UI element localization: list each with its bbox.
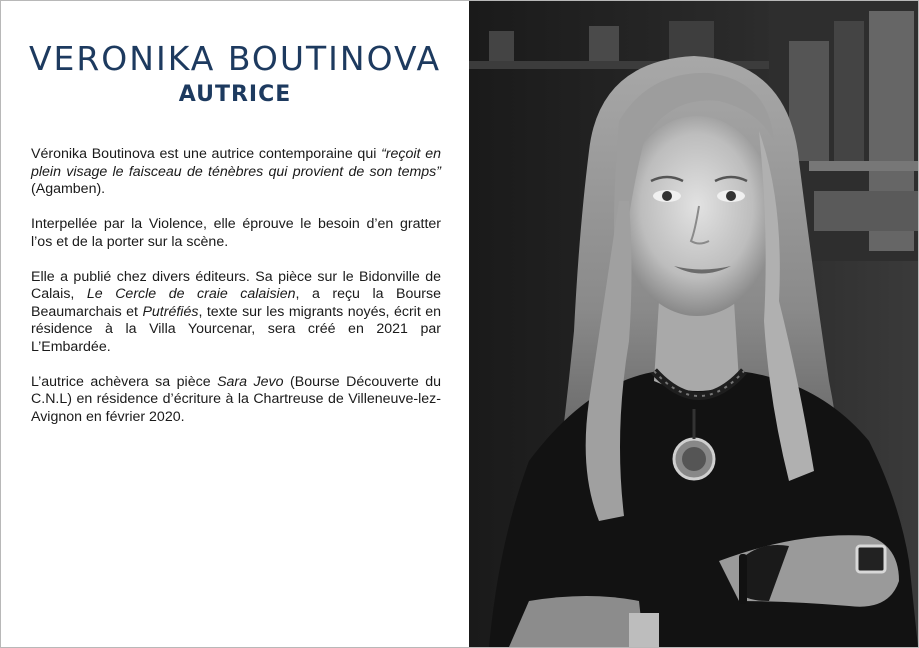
work-title: Putréfiés <box>142 303 199 320</box>
bio-text: (Bourse Découverte du C.N.L) en résidence d’écriture à la Chartreuse de Villeneuve-lez-Avignon en février 2020. <box>31 373 441 425</box>
bio-paragraph-3 <box>31 269 441 357</box>
author-role: AUTRICE <box>178 82 292 107</box>
bio-paragraph-4 <box>31 374 441 427</box>
bio-paragraph-2: Interpellée par la Violence, elle éprouve le besoin d’en gratter l’os et de la porter sur la scène. <box>31 216 441 250</box>
bio-text: Elle a publié chez divers éditeurs. Sa pièce sur le Bidonville de Calais, <box>31 268 441 302</box>
work-title: Sara Jevo <box>217 373 284 390</box>
author-name: VERONIKA BOUTINOVA <box>28 39 442 78</box>
portrait-illustration <box>469 1 918 647</box>
text-column <box>1 1 469 647</box>
biography-text <box>31 146 441 444</box>
bio-text: , a reçu la Bourse Beaumarchais et <box>31 286 441 320</box>
bio-text: Véronika Boutinova est une autrice contemporaine qui <box>31 146 382 162</box>
bio-text: L’autrice achèvera sa pièce <box>31 373 218 390</box>
bio-text: , texte sur les migrants noyés, écrit en résidence à la Villa Yourcenar, sera créé en 2021 par L’Embardée. <box>31 303 441 355</box>
bio-text: (Agamben). <box>31 181 106 197</box>
agamben-quote: “reçoit en plein visage le faisceau de ténèbres qui provient de son temps” <box>31 146 441 180</box>
work-title: Le Cercle de craie calaisien <box>86 286 296 302</box>
bio-paragraph-1 <box>31 146 441 199</box>
author-portrait-photo <box>469 1 918 647</box>
